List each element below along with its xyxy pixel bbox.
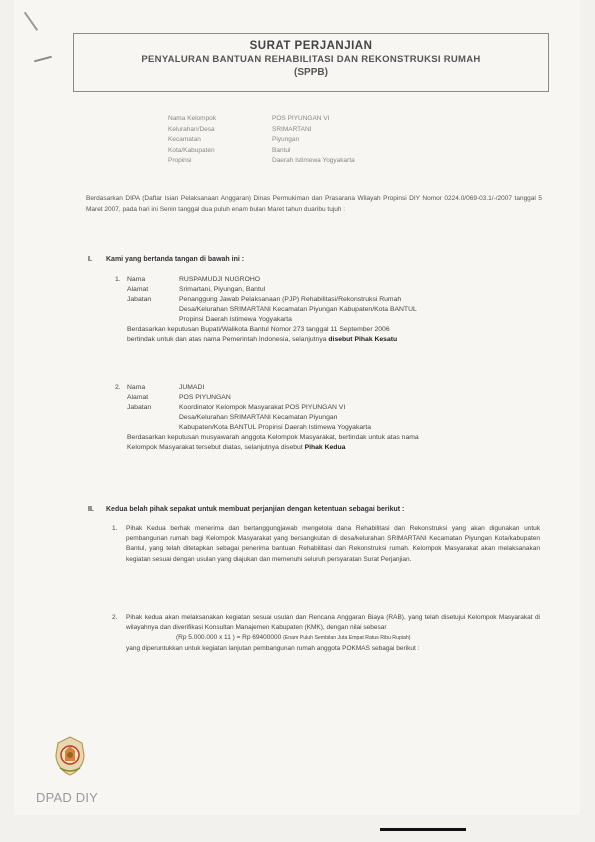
party-position: Desa/Kelurahan SRIMARTANI Kecamatan Piyungan — [179, 414, 338, 421]
party-designation: disebut Pihak Kesatu — [328, 336, 398, 343]
section-number: II. — [88, 506, 94, 513]
party-position: Desa/Kelurahan SRIMARTANI Kecamatan Piyungan Kabupaten/Kota BANTUL — [179, 306, 417, 313]
party-basis: Berdasarkan keputusan Bupati/Walikota Bantul Nomor 273 tanggal 11 September 2006 — [127, 326, 390, 333]
field-label: Nama — [127, 276, 146, 283]
item-text: yang diperuntukkan untuk kegiatan lanjutan pembangunan rumah anggota POKMAS sebagai berikut : — [126, 644, 420, 652]
section-2-heading — [88, 506, 404, 513]
watermark-label: DPAD DIY — [36, 790, 99, 805]
title-box — [73, 33, 549, 92]
info-value: POS PIYUNGAN VI — [272, 115, 330, 122]
section-title: Kedua belah pihak sepakat untuk membuat perjanjian dengan ketentuan sebagai berikut : — [106, 506, 405, 513]
field-label: Nama — [127, 384, 146, 391]
info-label: Kota/Kabupaten — [168, 146, 215, 154]
party-position: Penanggung Jawab Pelaksanaan (PJP) Rehabilitasi/Rekonstruksi Rumah — [179, 296, 402, 303]
item-amount-words: (Enam Puluh Sembilan Juta Empat Ratus Ribu Rupiah) — [283, 635, 411, 642]
item-text: Pihak Kedua berhak menerima dan bertanggungjawab mengelola dana Rehabilitasi dan Rekonstruksi yang akan digunakan untuk pembangunan rumah bagi Kelompok Masyarakat yang bersangkutan di desa/kelurahan SRIMARTANI Kecamatan Piyungan Kota/kabupaten Bantul, yang telah ditetapkan sebagai penerima bantuan Rehabilitasi dan Rekonstruksi rumah. Kelompok Masyarakat akan melaksanakan kegiatan sesuai dengan usulan yang diajukan dan memenuhi seluruh persyaratan Surat Perjanjian. — [126, 525, 540, 563]
party-address: POS PIYUNGAN — [179, 394, 231, 401]
party-address: Srimartani, Piyungan, Bantul — [179, 286, 266, 293]
party-number: 2. — [115, 384, 121, 391]
info-label: Propinsi — [168, 157, 192, 164]
party-basis: bertindak untuk dan atas nama Pemerintah Indonesia, selanjutnya — [127, 336, 327, 343]
document-title: SURAT PERJANJIAN — [249, 40, 373, 52]
item-text: Pihak kedua akan melaksanakan kegiatan sesuai usulan dan Rencana Anggaran Biaya (RAB), yang telah disetujui Kelompok Masyarakat di wilayahnya dan diverifikasi Konsultan Manajemen Kabupaten (KMK), dengan nilai sebesar — [126, 614, 540, 632]
field-label: Alamat — [127, 286, 149, 293]
item-number: 2. — [112, 614, 118, 621]
document-code: (SPPB) — [294, 67, 328, 78]
info-value: SRIMARTANI — [272, 125, 312, 133]
agreement-item-2 — [112, 613, 540, 654]
party-basis: Berdasarkan keputusan musyawarah anggota Kelompok Masyarakat, bertindak untuk atas nama — [127, 434, 419, 441]
document-subtitle: PENYALURAN BANTUAN REHABILITASI DAN REKONSTRUKSI RUMAH — [141, 54, 481, 65]
group-info — [168, 114, 355, 167]
party-1 — [115, 275, 545, 345]
dpad-seal-icon — [52, 735, 88, 777]
party-name: JUMADI — [179, 384, 205, 391]
agreement-item-1 — [112, 524, 540, 565]
party-position: Kabupaten/Kota BANTUL Propinsi Daerah Istimewa Yogyakarta — [179, 424, 372, 431]
field-label: Jabatan — [127, 404, 152, 411]
field-label: Jabatan — [127, 296, 152, 303]
party-position: Koordinator Kelompok Masyarakat POS PIYUNGAN VI — [179, 404, 346, 411]
info-label: Kelurahan/Desa — [168, 125, 215, 133]
intro-paragraph: Berdasarkan DIPA (Daftar Isian Pelaksanaan Anggaran) Dinas Permukiman dan Prasarana Wilayah Propinsi DIY Nomor 0224.0/069-03.1/-/2007 tanggal 5 Maret 2007, pada hari ini Senin tanggal dua puluh enam bulan Maret tahun duaribu tujuh : — [86, 195, 542, 213]
item-amount: (Rp 5.000.000 x 11 ) = Rp 69400000 — [176, 634, 282, 642]
field-label: Alamat — [127, 394, 149, 401]
party-basis: Kelompok Masyarakat tersebut diatas, selanjutnya disebut — [127, 444, 303, 451]
party-name: RUSPAMUDJI NUGROHO — [179, 276, 261, 283]
party-position: Propinsi Daerah Istimewa Yogyakarta — [179, 316, 292, 323]
party-number: 1. — [115, 276, 121, 283]
section-title: Kami yang bertanda tangan di bawah ini : — [106, 256, 245, 263]
party-2 — [115, 383, 545, 453]
info-value: Bantul — [272, 146, 291, 154]
info-value: Daerah Istimewa Yogyakarta — [272, 157, 355, 164]
info-label: Nama Kelompok — [168, 115, 217, 122]
section-number: I. — [88, 256, 92, 263]
footer-rule — [380, 828, 466, 831]
info-value: Piyungan — [272, 136, 300, 143]
item-number: 1. — [112, 525, 118, 532]
section-1-heading — [88, 256, 244, 263]
party-designation: Pihak Kedua — [304, 444, 346, 451]
info-label: Kecamatan — [168, 136, 201, 143]
